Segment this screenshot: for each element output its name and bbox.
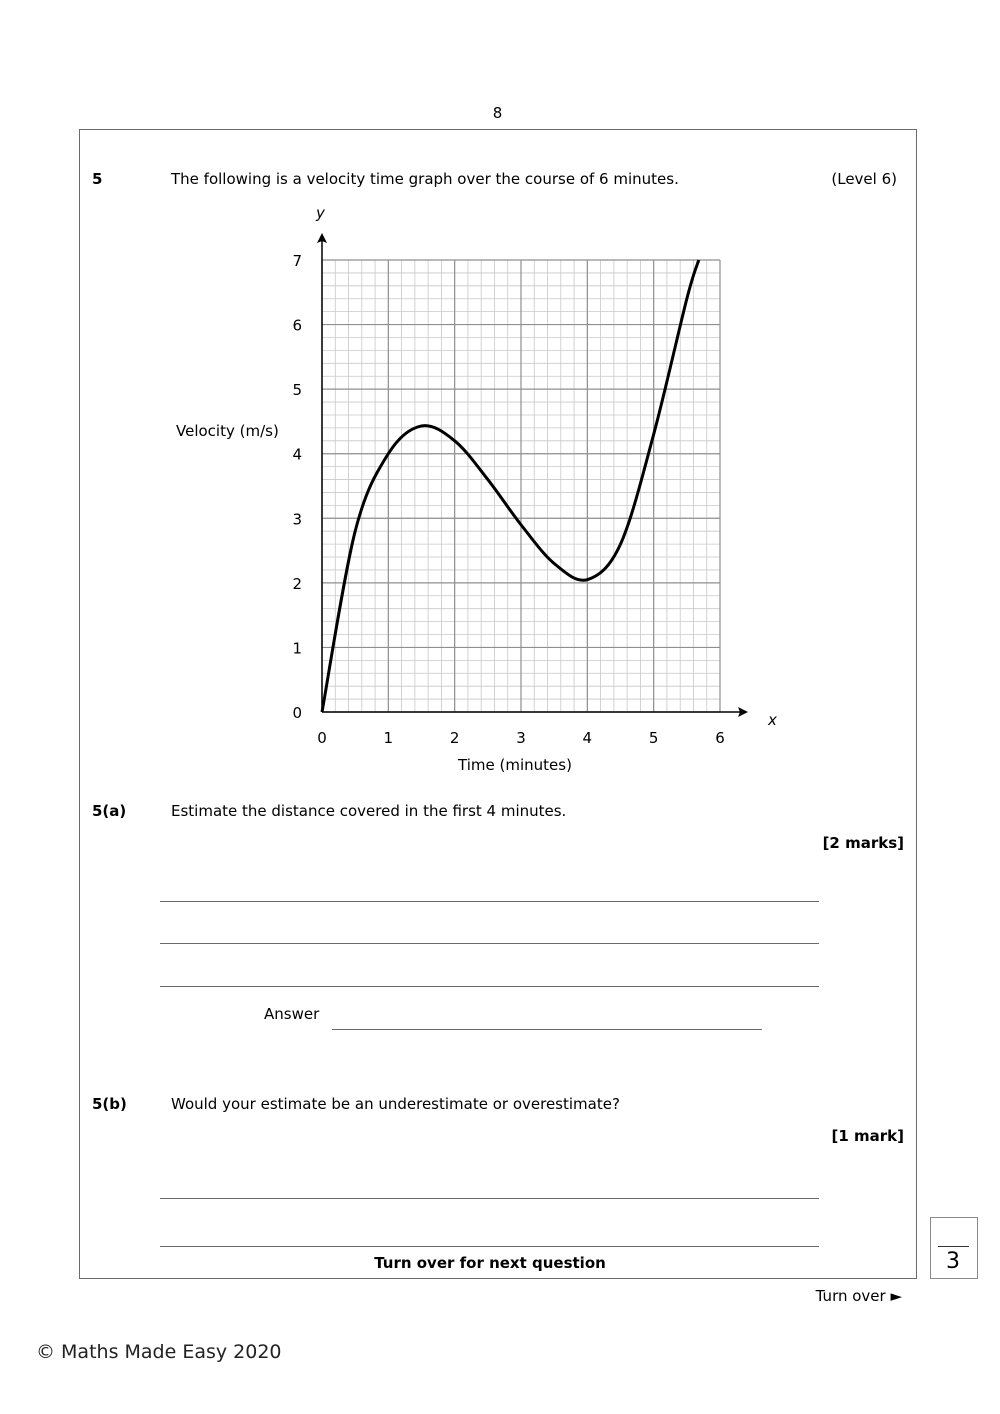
part-b-label: 5(b) [92, 1095, 127, 1113]
x-tick-label: 3 [516, 729, 526, 747]
y-tick-label: 0 [292, 704, 302, 722]
part-a-text: Estimate the distance covered in the first 4 minutes. [171, 802, 567, 820]
velocity-curve [322, 260, 699, 712]
x-tick-label: 1 [383, 729, 394, 747]
x-tick-label: 4 [582, 729, 593, 747]
part-b-marks: [1 mark] [831, 1127, 904, 1145]
y-tick-label: 7 [292, 252, 302, 270]
question-level: (Level 6) [831, 170, 897, 188]
chart-major-grid [322, 260, 720, 712]
x-tick-label: 6 [715, 729, 725, 747]
turn-over-label: Turn over ► [815, 1287, 902, 1305]
x-axis-label: Time (minutes) [458, 756, 572, 774]
y-tick-label: 3 [292, 510, 302, 529]
part-b-text: Would your estimate be an underestimate or overestimate? [171, 1095, 620, 1113]
part-a-label: 5(a) [92, 802, 127, 820]
chart-tick-labels [292, 252, 724, 747]
score-value: 3 [946, 1249, 960, 1274]
answer-line-b1[interactable] [160, 1198, 819, 1199]
y-tick-label: 6 [292, 316, 302, 335]
y-axis-letter: y [316, 204, 325, 222]
x-tick-label: 2 [449, 729, 460, 747]
y-axis-label: Velocity (m/s) [176, 422, 279, 440]
turn-over-next-question: Turn over for next question [374, 1254, 606, 1272]
answer-line-b2[interactable] [160, 1246, 819, 1247]
x-axis-letter: x [768, 711, 777, 729]
x-tick-label: 5 [648, 729, 659, 747]
answer-line-a1[interactable] [160, 901, 819, 902]
question-text: The following is a velocity time graph over the course of 6 minutes. [171, 170, 679, 188]
score-divider [938, 1246, 969, 1247]
answer-line-a3[interactable] [160, 986, 819, 987]
page-number: 8 [492, 104, 503, 122]
copyright: © Maths Made Easy 2020 [36, 1341, 282, 1363]
part-a-marks: [2 marks] [822, 834, 904, 852]
chart-axes [317, 233, 748, 717]
question-number: 5 [92, 170, 103, 188]
answer-line-a2[interactable] [160, 943, 819, 944]
y-tick-label: 2 [292, 574, 302, 593]
x-tick-label: 0 [317, 729, 327, 747]
y-tick-label: 1 [292, 639, 302, 658]
y-tick-label: 4 [292, 445, 302, 464]
final-answer-line[interactable] [332, 1029, 762, 1030]
answer-label: Answer [264, 1005, 320, 1023]
y-tick-label: 5 [292, 381, 302, 400]
